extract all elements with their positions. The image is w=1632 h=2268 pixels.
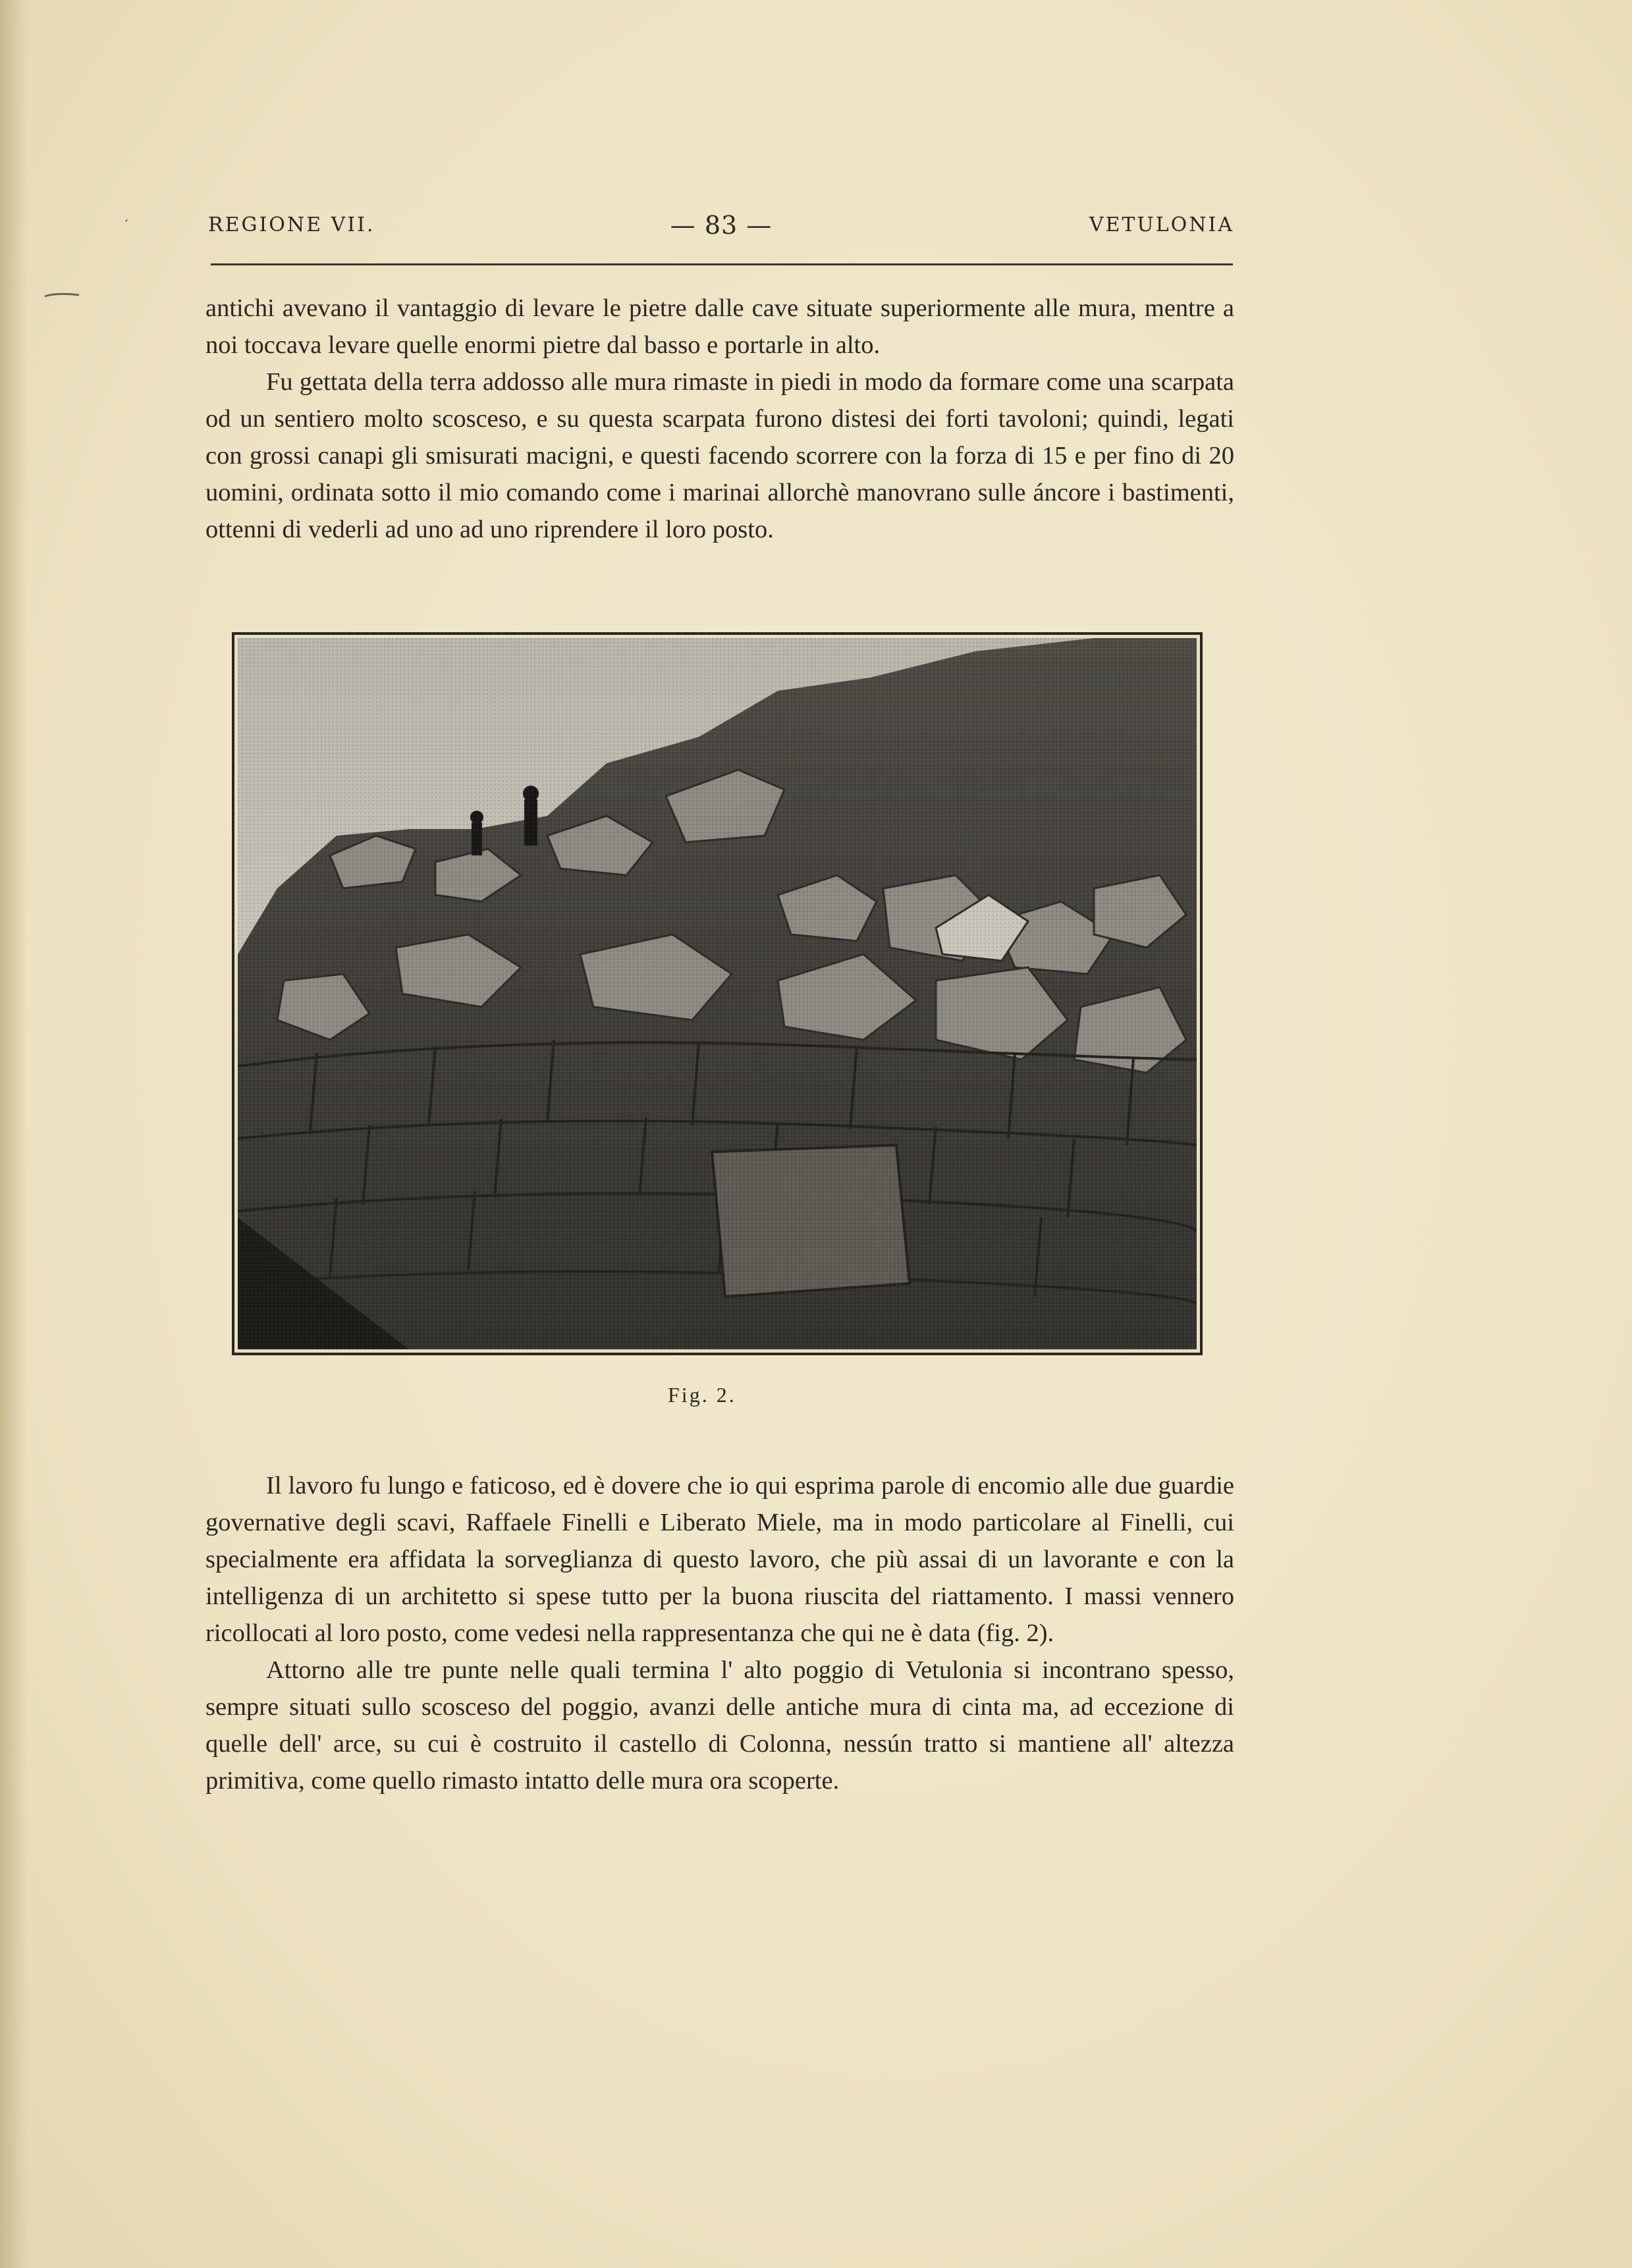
- photograph-etruscan-wall: [238, 638, 1197, 1349]
- page-number: — 83 —: [670, 211, 773, 240]
- header-place: VETULONIA: [1089, 213, 1234, 236]
- running-header: [208, 211, 1234, 244]
- paragraph: Attorno alle tre punte nelle quali termina l' alto poggio di Vetulonia si incontrano spesso, sempre situati sullo scosceso del poggio, avanzi delle antiche mura di cinta ma, ad eccezione di quelle dell' arce, su cui è costruito il castello di Colonna, nessún tratto si mantiene all' altezza primitiva, come quello rimasto intatto delle mura ora scoperte.: [205, 1656, 1234, 1795]
- paragraph: Fu gettata della terra addosso alle mura rimaste in piedi in modo da formare come una scarpata od un sentiero molto scosceso, e su questa scarpata furono distesi dei forti tavoloni; quindi, legati con grossi canapi gli smisurati macigni, e questi facendo scorrere con la forza di 15 e per fino di 20 uomini, ordinata sotto il mio comando come i marinai allorchè manovrano sulle áncore i bastimenti, ottenni di vederli ad uno ad uno riprendere il loro posto.: [205, 368, 1234, 543]
- paragraph: Il lavoro fu lungo e faticoso, ed è dovere che io qui esprima parole di encomio alle due guardie governative degli scavi, Raffaele Finelli e Liberato Miele, ma in modo particolare al Finelli, cui specialmente era affidata la sorveglianza di questo lavoro, che più assai di un lavorante e con la intelligenza di un architetto si spese tutto per la buona riuscita del riattamento. I massi vennero ricollocati al loro posto, come vedesi nella rappresentanza che qui ne è data (fig. 2).: [205, 1472, 1234, 1647]
- header-rule: [211, 263, 1233, 265]
- header-region: REGIONE VII.: [208, 213, 375, 236]
- margin-ink-smudge: [43, 292, 80, 299]
- figure-caption: Fig. 2.: [668, 1383, 736, 1407]
- paragraph: antichi avevano il vantaggio di levare le pietre dalle cave situate superiormente alle mura, mentre a noi toccava levare quelle enormi pietre dal basso e portarle in alto.: [205, 294, 1234, 359]
- body-text-top: [205, 290, 1234, 548]
- figure-photo-frame: [232, 632, 1203, 1355]
- body-text-bottom: [205, 1467, 1234, 1799]
- margin-tick-mark: ˊ: [122, 217, 129, 233]
